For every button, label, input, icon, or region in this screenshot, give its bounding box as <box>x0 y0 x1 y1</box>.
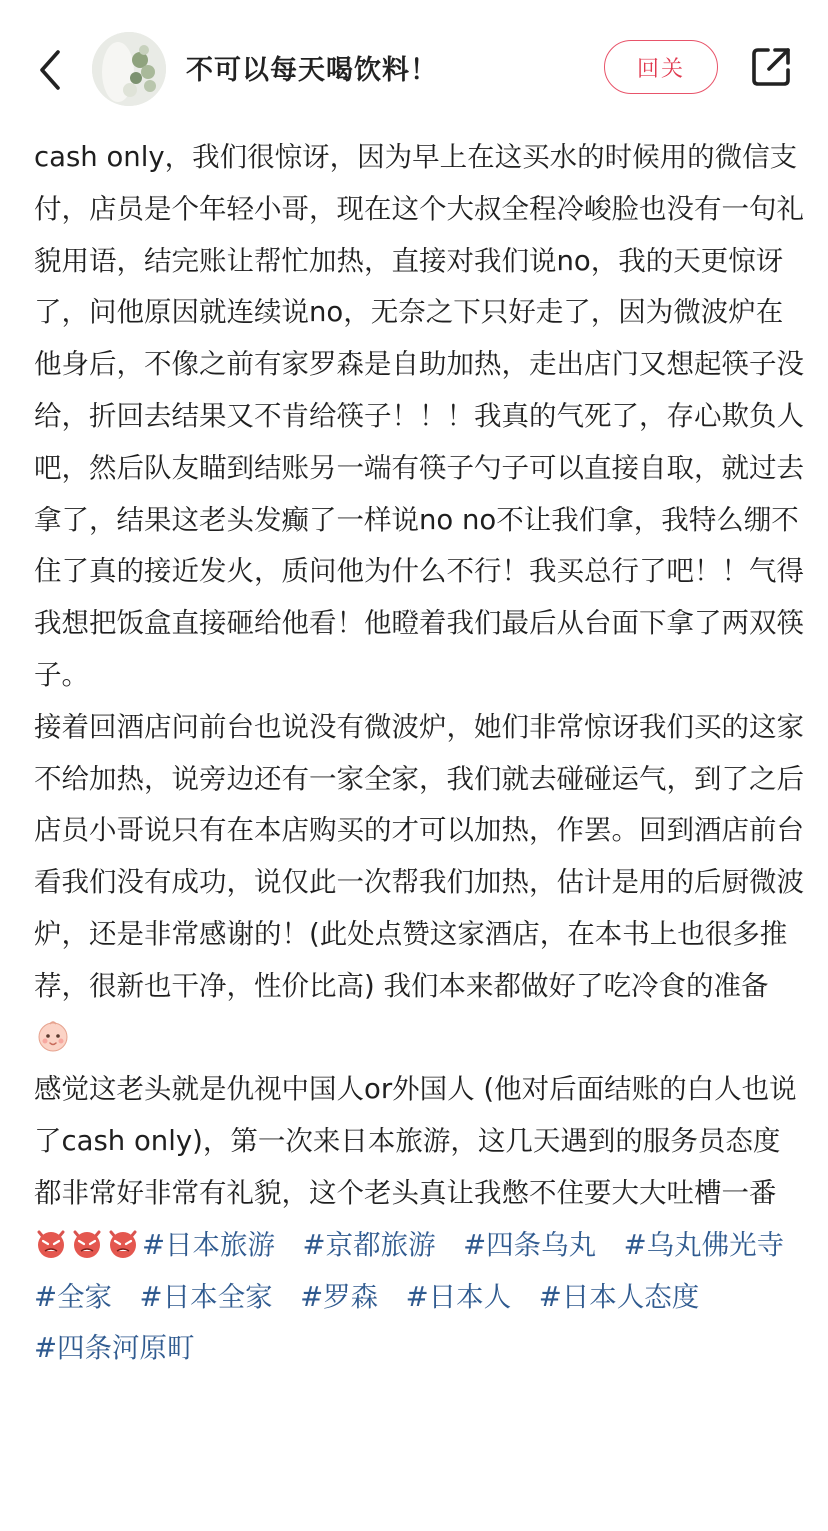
hashtag-link[interactable]: #京都旅游 <box>302 1228 436 1261</box>
post-paragraph-1: cash only，我们很惊讶，因为早上在这买水的时候用的微信支付，店员是个年轻小哥，现在这个大叔全程冷峻脸也没有一句礼貌用语，结完账让帮忙加热，直接对我们说no，我的天更惊讶了，问他原因就连续说no，无奈之下只好走了，因为微波炉在他身后，不像之前有家罗森是自助加热，走出店门又想起筷子没给，折回去结果又不肯给筷子！！！我真的气死了，存心欺负人吧，然后队友瞄到结账另一端有筷子勺子可以直接自取，就过去拿了，结果这老头发癫了一样说no no不让我们拿，我特么绷不住了真的接近发火，质问他为什么不行！我买总行了吧！！气得我想把饭盒直接砸给他看！他瞪着我们最后从台面下拿了两双筷子。 <box>34 141 804 691</box>
baby-emoji-icon <box>36 1019 70 1053</box>
hashtag-link[interactable]: #日本人 <box>405 1280 512 1313</box>
angry-devil-emoji-icon <box>106 1226 140 1260</box>
angry-devil-emoji-icon <box>70 1226 104 1260</box>
hashtag-link[interactable]: #四条乌丸 <box>463 1228 597 1261</box>
post-paragraph-3-text: 感觉这老头就是仇视中国人or外国人 (他对后面结账的白人也说了cash only)，第一次来日本旅游，这几天遇到的服务员态度都非常好非常有礼貌，这个老头真让我憋不住要大大吐槽一番 <box>34 1073 797 1209</box>
angry-devil-emoji-icon <box>34 1226 68 1260</box>
hashtag-link[interactable]: #罗森 <box>300 1280 379 1313</box>
hashtag-link[interactable]: #日本旅游 <box>142 1228 276 1261</box>
top-bar <box>0 0 828 134</box>
follow-back-button[interactable]: 回关 <box>604 40 718 94</box>
post-body <box>34 132 804 1375</box>
hashtag-link[interactable]: #四条河原町 <box>34 1332 195 1365</box>
hashtag-link[interactable]: #日本人态度 <box>538 1280 700 1313</box>
post-paragraph-2 <box>34 702 804 1065</box>
share-button[interactable] <box>748 44 794 90</box>
avatar-photo-icon <box>92 32 166 106</box>
post-paragraph-3 <box>34 1064 804 1375</box>
post-paragraph-2-text: 接着回酒店问前台也说没有微波炉，她们非常惊讶我们买的这家不给加热，说旁边还有一家全家，我们就去碰碰运气，到了之后店员小哥说只有在本店购买的才可以加热，作罢。回到酒店前台看我们没有成功，说仅此一次帮我们加热，估计是用的后厨微波炉，还是非常感谢的！(此处点赞这家酒店，在本书上也很多推荐，很新也干净，性价比高) 我们本来都做好了吃冷食的准备 <box>34 710 804 1002</box>
hashtag-link[interactable]: #日本全家 <box>139 1280 273 1313</box>
share-icon <box>748 44 794 90</box>
back-chevron-icon <box>36 48 64 92</box>
username[interactable]: 不可以每天喝饮料！ <box>186 55 438 86</box>
avatar[interactable] <box>92 32 166 106</box>
back-button[interactable] <box>28 44 72 96</box>
hashtag-link[interactable]: #乌丸佛光寺 <box>623 1228 785 1261</box>
hashtag-link[interactable]: #全家 <box>34 1280 113 1313</box>
